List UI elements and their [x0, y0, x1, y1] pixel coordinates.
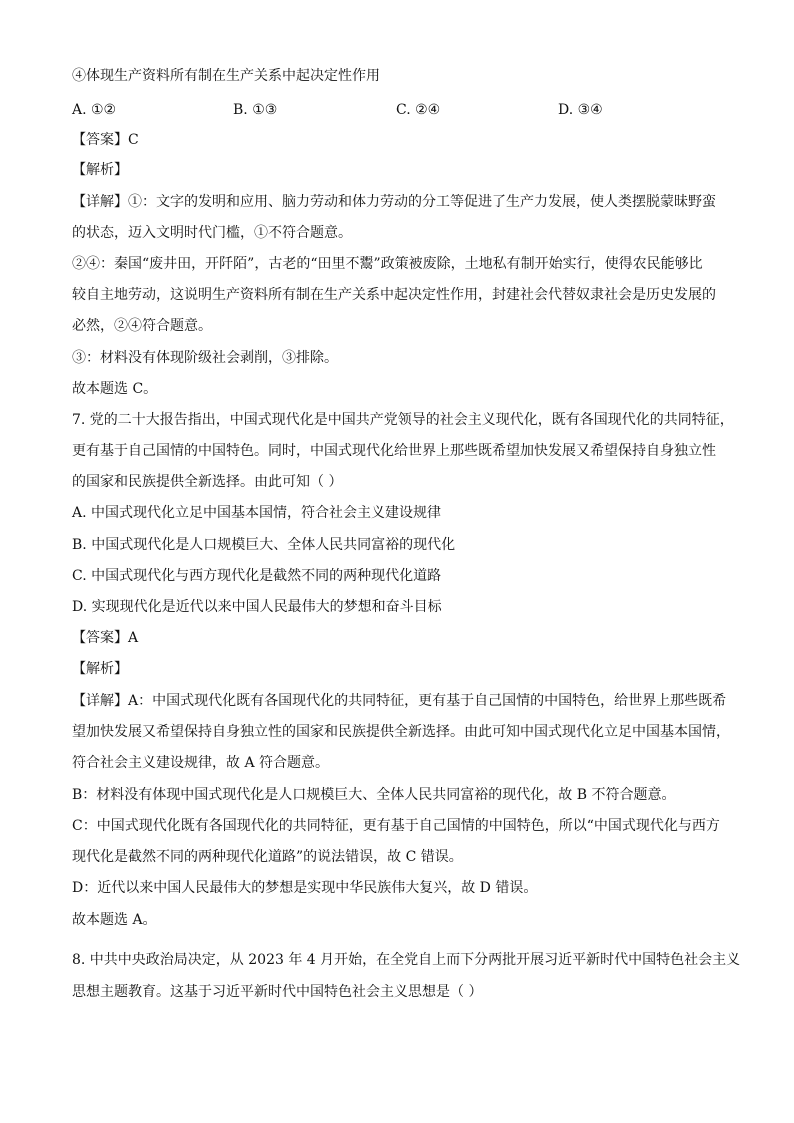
q6-item-4: ④体现生产资料所有制在生产关系中起决定性作用 [72, 68, 380, 84]
q7-detail-line: B：材料没有体现中国式现代化是人口规模巨大、全体人民共同富裕的现代化，故 B 不符合题意。 [72, 787, 676, 803]
q6-option-b: B. ①③ [233, 102, 278, 118]
q7-detail-line: C：中国式现代化既有各国现代化的共同特征，更有基于自己国情的中国特色，所以“中国式现代化与西方 [72, 818, 720, 834]
detail-label: 【详解】 [72, 194, 128, 210]
q6-conclusion: 故本题选 C。 [72, 381, 158, 397]
q7-analysis-label: 【解析】 [72, 661, 128, 677]
q6-detail-line: 的状态，迈入文明时代门槛，①不符合题意。 [72, 225, 352, 241]
q6-detail-line: 必然，②④符合题意。 [72, 318, 212, 334]
q6-answer [72, 130, 139, 150]
q6-option-c: C. ②④ [396, 102, 441, 118]
q7-stem-line: 的国家和民族提供全新选择。由此可知（ ） [72, 474, 343, 490]
q7-option-b: B. 中国式现代化是人口规模巨大、全体人民共同富裕的现代化 [72, 537, 456, 553]
q7-conclusion: 故本题选 A。 [72, 912, 157, 928]
q7-detail-line [72, 691, 726, 711]
q6-detail-line [72, 192, 716, 212]
q6-detail-line: ③：材料没有体现阶级社会剥削，③排除。 [72, 350, 338, 366]
q7-option-d: D. 实现现代化是近代以来中国人民最伟大的梦想和奋斗目标 [72, 599, 442, 615]
q6-detail-line: 较自主地劳动，这说明生产资料所有制在生产关系中起决定性作用，封建社会代替奴隶社会是历史发展的 [72, 287, 716, 303]
detail-text: ①：文字的发明和应用、脑力劳动和体力劳动的分工等促进了生产力发展，使人类摆脱蒙昧野蛮 [128, 194, 716, 210]
q7-stem-line: 7. 党的二十大报告指出，中国式现代化是中国共产党领导的社会主义现代化，既有各国现代化的共同特征， [72, 412, 734, 428]
q7-stem-line: 更有基于自己国情的中国特色。同时，中国式现代化给世界上那些既希望加快发展又希望保持自身独立性 [72, 443, 716, 459]
q6-option-a: A. ①② [72, 102, 117, 118]
q7-answer [72, 628, 138, 648]
detail-text: A：中国式现代化既有各国现代化的共同特征，更有基于自己国情的中国特色，给世界上那些既希 [128, 693, 727, 709]
q8-stem-line: 思想主题教育。这基于习近平新时代中国特色社会主义思想是（ ） [72, 984, 483, 1000]
detail-label: 【详解】 [72, 693, 128, 709]
q7-option-c: C. 中国式现代化与西方现代化是截然不同的两种现代化道路 [72, 568, 442, 584]
q7-detail-line: 现代化是截然不同的两种现代化道路”的说法错误，故 C 错误。 [72, 849, 463, 865]
q7-detail-line: 望加快发展又希望保持自身独立性的国家和民族提供全新选择。由此可知中国式现代化立足中国基本国情， [72, 724, 730, 740]
answer-value: C [128, 132, 139, 148]
answer-label: 【答案】 [72, 630, 128, 646]
q6-option-d: D. ③④ [558, 102, 603, 118]
answer-label: 【答案】 [72, 132, 128, 148]
q7-option-a: A. 中国式现代化立足中国基本国情，符合社会主义建设规律 [72, 505, 442, 521]
q6-detail-line: ②④：秦国“废井田，开阡陌”，古老的“田里不鬻”政策被废除，土地私有制开始实行，使得农民能够比 [72, 256, 703, 272]
q6-analysis-label: 【解析】 [72, 162, 128, 178]
q7-detail-line: D：近代以来中国人民最伟大的梦想是实现中华民族伟大复兴，故 D 错误。 [72, 880, 538, 896]
q8-stem-line: 8. 中共中央政治局决定，从 2023 年 4 月开始，在全党自上而下分两批开展习近平新时代中国特色社会主义 [72, 952, 741, 968]
q7-detail-line: 符合社会主义建设规律，故 A 符合题意。 [72, 755, 330, 771]
answer-value: A [128, 630, 139, 646]
